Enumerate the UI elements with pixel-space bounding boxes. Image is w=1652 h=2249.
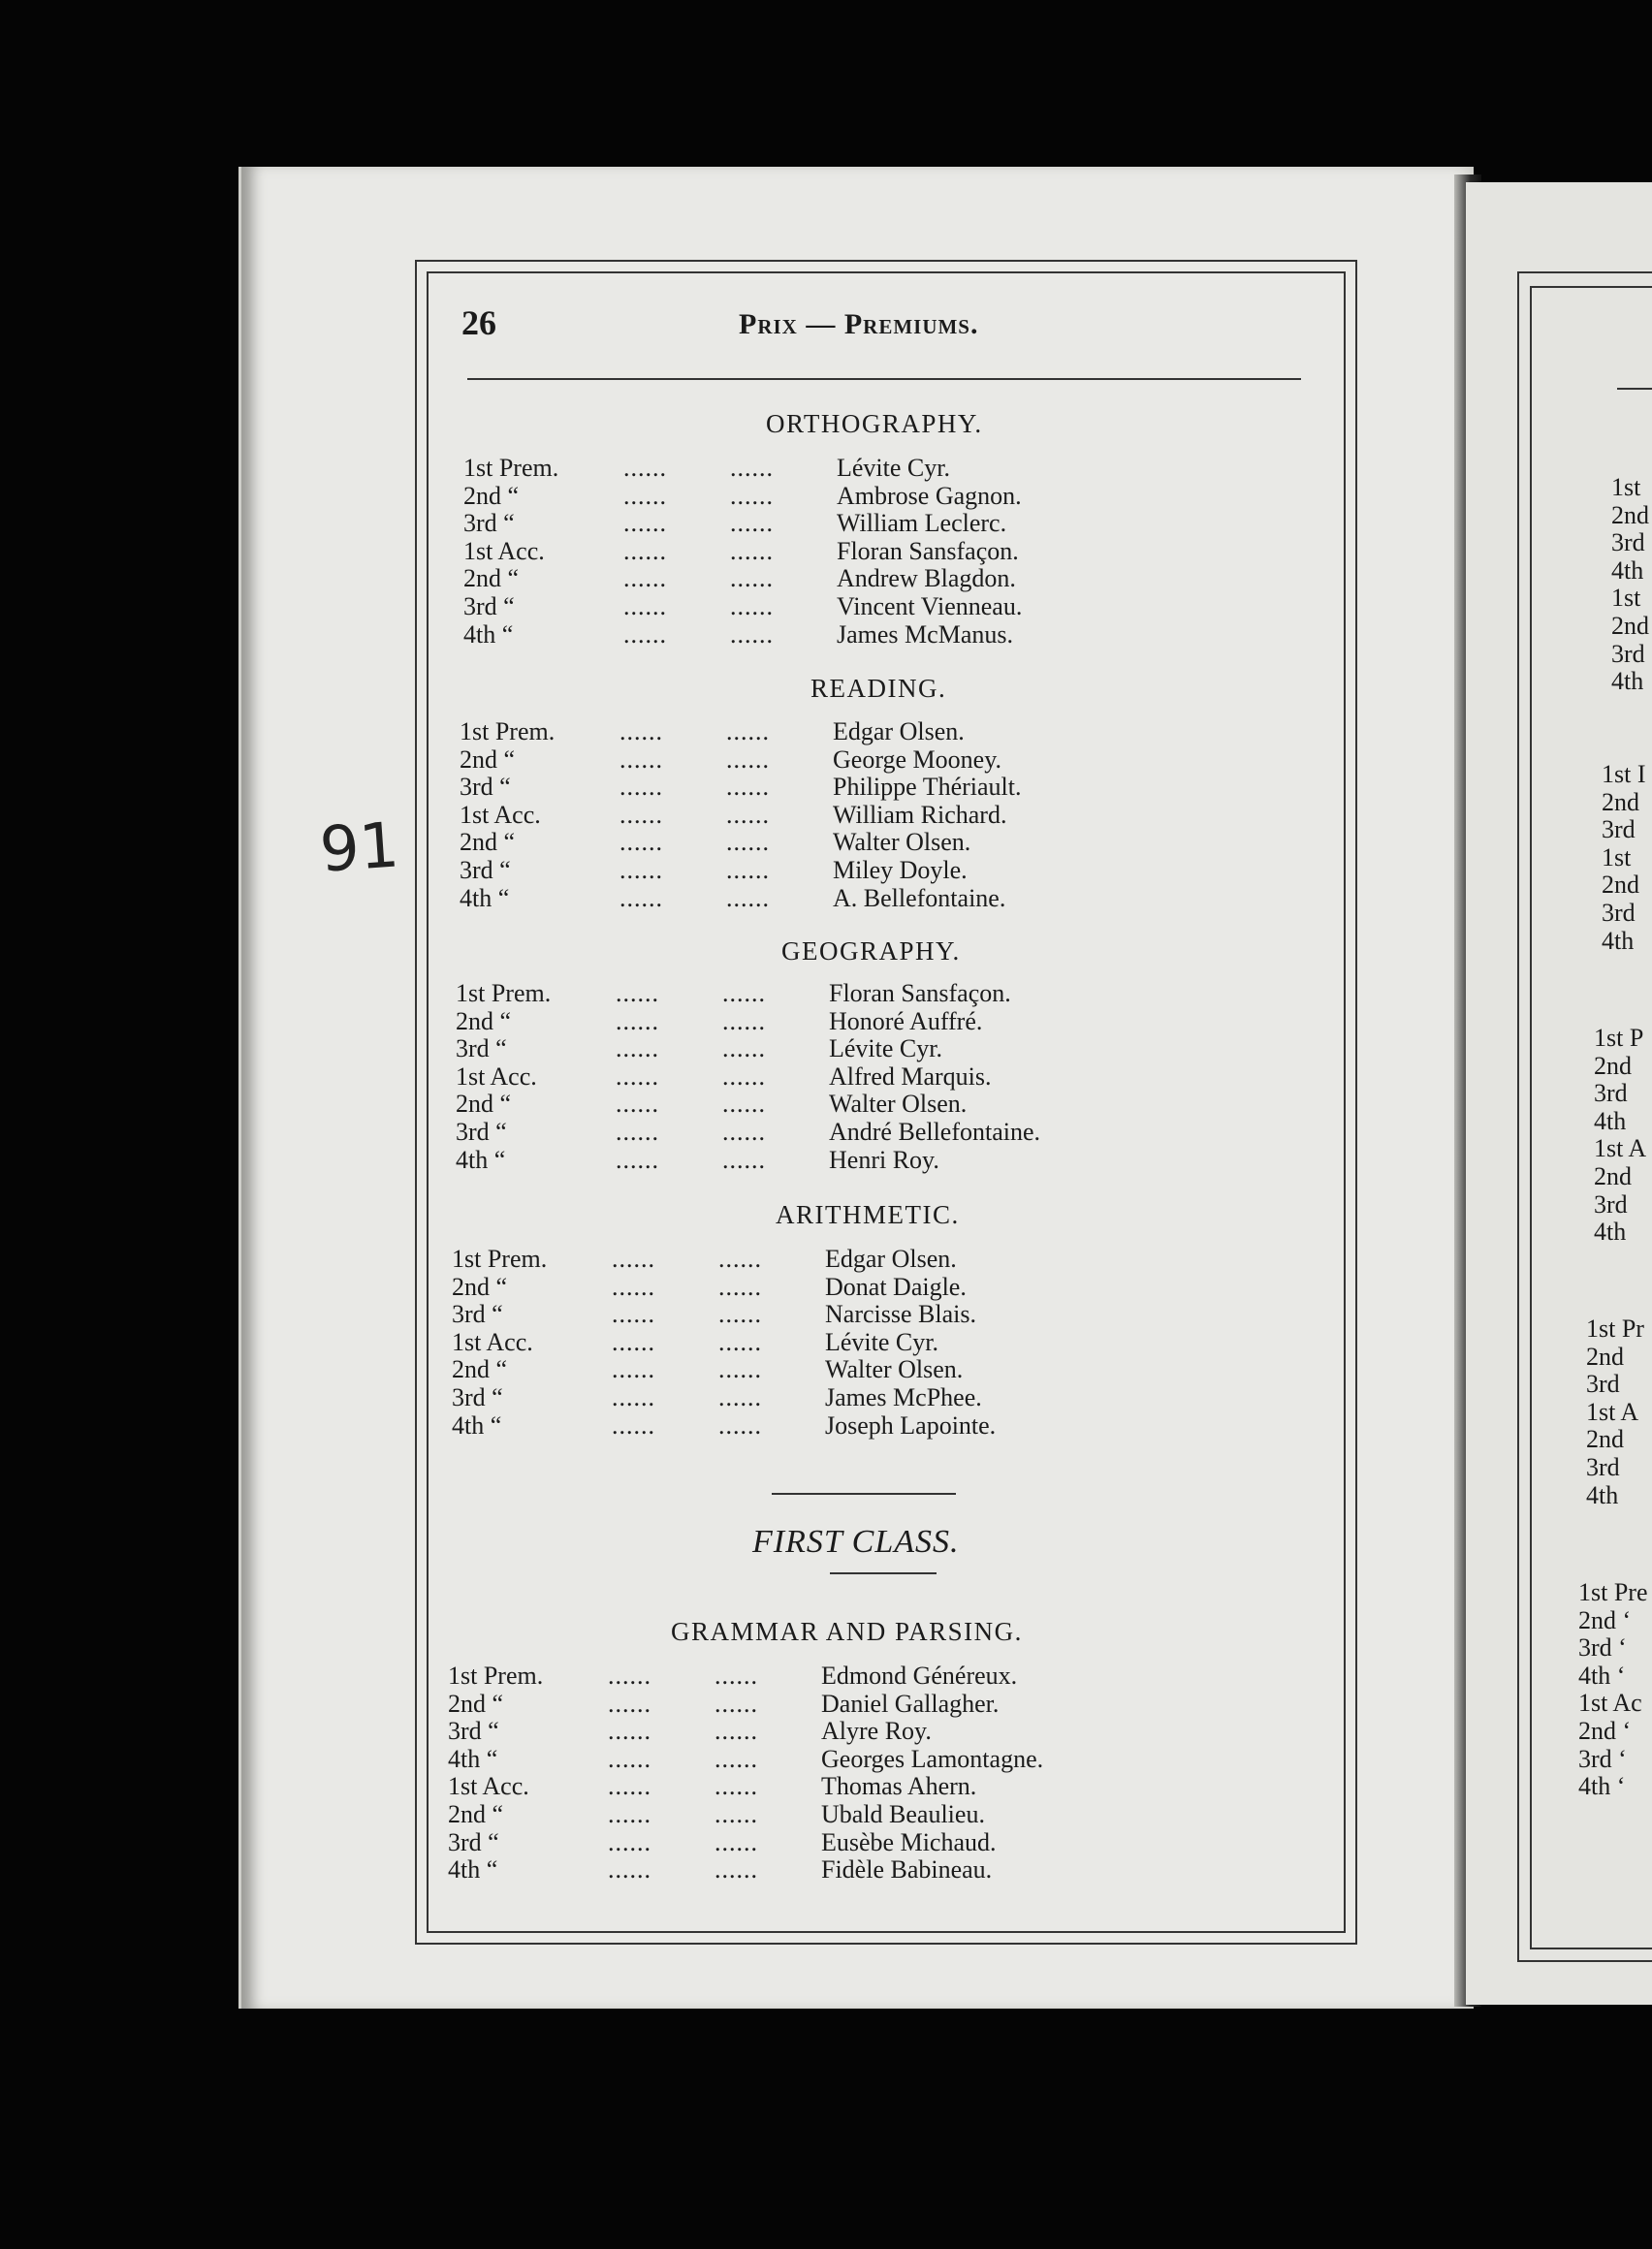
leader-dots: ...... (608, 1662, 651, 1690)
leader-dots: ...... (612, 1300, 655, 1329)
right-page-rank-fragment: 3rd (1586, 1453, 1620, 1481)
winner-name: James McManus. (837, 619, 1013, 649)
right-page-rank-fragment: 3rd (1594, 1189, 1628, 1219)
leader-dots: ...... (715, 1744, 758, 1773)
winner-name: Henri Roy. (829, 1145, 939, 1174)
prize-rank: 4th “ (460, 883, 510, 912)
leader-dots: ...... (726, 800, 770, 829)
prize-rank: 1st Acc. (452, 1327, 533, 1356)
right-page-rank-fragment: 2nd (1594, 1051, 1632, 1080)
prize-rank: 3rd “ (448, 1827, 499, 1856)
winner-name: Lévite Cyr. (837, 454, 950, 482)
winner-name: Philippe Thériault. (833, 773, 1022, 802)
winner-name: Walter Olsen. (825, 1355, 964, 1384)
prize-rank: 1st Acc. (460, 800, 541, 829)
winner-name: Ambrose Gagnon. (837, 481, 1022, 510)
leader-dots: ...... (620, 883, 663, 912)
winner-name: Vincent Vienneau. (837, 592, 1023, 620)
right-page-rank-fragment: 3rd (1602, 815, 1636, 844)
prize-rank: 3rd “ (460, 856, 511, 884)
leader-dots: ...... (726, 717, 770, 745)
leader-dots: ...... (612, 1245, 655, 1273)
section-title-arithmetic: ARITHMETIC. (776, 1200, 960, 1229)
right-page-rank-fragment: 3rd (1594, 1079, 1628, 1108)
prize-rank: 1st Acc. (456, 1061, 537, 1091)
leader-dots: ...... (608, 1800, 651, 1828)
leader-dots: ...... (612, 1327, 655, 1356)
right-page-rank-fragment: 1st Pr (1586, 1315, 1644, 1343)
winner-name: George Mooney. (833, 744, 1002, 774)
leader-dots: ...... (715, 1662, 758, 1690)
right-page-rank-fragment: 3rd (1586, 1370, 1620, 1399)
winner-name: Thomas Ahern. (821, 1772, 977, 1801)
prize-rank: 3rd “ (463, 592, 515, 620)
right-page-rank-fragment: 2nd (1586, 1342, 1624, 1371)
right-page-rank-fragment: 1st P (1594, 1024, 1644, 1052)
leader-dots: ...... (612, 1410, 655, 1440)
winner-name: Miley Doyle. (833, 856, 968, 884)
leader-dots: ...... (726, 744, 770, 774)
prize-rank: 3rd “ (456, 1118, 507, 1146)
leader-dots: ...... (718, 1383, 762, 1411)
right-page-rank-fragment: 3rd ‘ (1578, 1633, 1627, 1663)
prize-rank: 4th “ (448, 1855, 498, 1885)
right-page-rank-fragment: 2nd (1611, 612, 1649, 640)
leader-dots: ...... (715, 1827, 758, 1856)
leader-dots: ...... (718, 1327, 762, 1356)
leader-dots: ...... (730, 509, 774, 538)
winner-name: Fidèle Babineau. (821, 1855, 993, 1885)
leader-dots: ...... (718, 1245, 762, 1273)
leader-dots: ...... (726, 856, 770, 884)
leader-dots: ...... (715, 1772, 758, 1801)
leader-dots: ...... (726, 883, 770, 912)
leader-dots: ...... (623, 481, 667, 510)
right-page-rank-fragment: 2nd (1602, 787, 1639, 816)
section-divider-rule (772, 1493, 956, 1495)
right-page-rank-fragment: 2nd (1594, 1162, 1632, 1190)
leader-dots: ...... (715, 1717, 758, 1746)
leader-dots: ...... (730, 454, 774, 482)
winner-name: A. Bellefontaine. (833, 883, 1006, 912)
leader-dots: ...... (620, 717, 663, 745)
section-title-grammar-parsing: GRAMMAR AND PARSING. (671, 1617, 1023, 1646)
leader-dots: ...... (612, 1355, 655, 1384)
leader-dots: ...... (623, 592, 667, 620)
prize-rank: 2nd “ (456, 1006, 512, 1035)
right-page-rank-fragment: 4th (1594, 1218, 1627, 1247)
winner-name: Eusèbe Michaud. (821, 1827, 997, 1856)
leader-dots: ...... (620, 800, 663, 829)
leader-dots: ...... (608, 1827, 651, 1856)
right-page-rank-fragment: 4th (1611, 667, 1644, 696)
leader-dots: ...... (616, 979, 659, 1007)
prize-rank: 1st Acc. (463, 536, 545, 565)
right-page-rank-fragment: 2nd (1611, 500, 1649, 529)
right-page-rank-fragment: 4th ‘ (1578, 1772, 1626, 1801)
prize-rank: 1st Acc. (448, 1772, 529, 1801)
leader-dots: ...... (722, 1145, 766, 1174)
winner-name: Floran Sansfaçon. (829, 979, 1011, 1007)
winner-name: Joseph Lapointe. (825, 1410, 997, 1440)
winner-name: Edmond Généreux. (821, 1662, 1018, 1690)
right-page-rank-fragment: 2nd ‘ (1578, 1717, 1632, 1745)
right-page-rank-fragment: 4th (1586, 1480, 1619, 1509)
leader-dots: ...... (715, 1689, 758, 1718)
leader-dots: ...... (730, 619, 774, 649)
right-page-rank-fragment: 3rd (1611, 528, 1645, 557)
right-page-rank-fragment: 1st A (1586, 1397, 1639, 1426)
leader-dots: ...... (623, 536, 667, 565)
header-rule (467, 378, 1301, 380)
prize-rank: 1st Prem. (452, 1245, 548, 1273)
class-title-underline (830, 1572, 937, 1574)
leader-dots: ...... (730, 564, 774, 593)
leader-dots: ...... (616, 1090, 659, 1119)
right-page-rank-fragment: 3rd (1602, 899, 1636, 927)
leader-dots: ...... (722, 1006, 766, 1035)
winner-name: Alfred Marquis. (829, 1061, 992, 1091)
right-page-rank-fragment: 3rd (1611, 639, 1645, 668)
winner-name: Lévite Cyr. (825, 1327, 938, 1356)
leader-dots: ...... (730, 592, 774, 620)
winner-name: Georges Lamontagne. (821, 1744, 1044, 1773)
prize-rank: 3rd “ (460, 773, 511, 802)
prize-rank: 3rd “ (463, 509, 515, 538)
prize-rank: 2nd “ (463, 564, 520, 593)
right-page-header-rule (1617, 388, 1652, 390)
right-page-rank-fragment: 4th (1594, 1106, 1627, 1135)
leader-dots: ...... (620, 828, 663, 857)
leader-dots: ...... (612, 1383, 655, 1411)
winner-name: James McPhee. (825, 1383, 982, 1411)
prize-rank: 2nd “ (452, 1355, 508, 1384)
leader-dots: ...... (616, 1006, 659, 1035)
winner-name: Ubald Beaulieu. (821, 1800, 985, 1828)
winner-name: Narcisse Blais. (825, 1300, 976, 1329)
right-page-rank-fragment: 1st I (1602, 760, 1646, 788)
right-page-rank-fragment: 4th ‘ (1578, 1661, 1626, 1690)
leader-dots: ...... (718, 1410, 762, 1440)
winner-name: Floran Sansfaçon. (837, 536, 1019, 565)
leader-dots: ...... (620, 773, 663, 802)
prize-rank: 3rd “ (448, 1717, 499, 1746)
leader-dots: ...... (715, 1800, 758, 1828)
right-page-rank-fragment: 4th (1611, 555, 1644, 585)
leader-dots: ...... (608, 1689, 651, 1718)
leader-dots: ...... (715, 1855, 758, 1885)
right-page-rank-fragment: 2nd (1602, 871, 1639, 900)
right-page-rank-fragment: 1st Pre (1578, 1578, 1648, 1606)
prize-rank: 1st Prem. (463, 454, 559, 482)
leader-dots: ...... (722, 1118, 766, 1146)
winner-name: Daniel Gallagher. (821, 1689, 1000, 1718)
leader-dots: ...... (718, 1300, 762, 1329)
prize-rank: 4th “ (463, 619, 514, 649)
leader-dots: ...... (623, 564, 667, 593)
right-page-rank-fragment: 3rd ‘ (1578, 1744, 1627, 1773)
leader-dots: ...... (722, 1034, 766, 1063)
right-page-rank-fragment: 1st (1611, 584, 1641, 613)
leader-dots: ...... (620, 744, 663, 774)
prize-rank: 3rd “ (452, 1300, 503, 1329)
leader-dots: ...... (730, 536, 774, 565)
leader-dots: ...... (616, 1061, 659, 1091)
right-page-rank-fragment: 1st (1611, 473, 1641, 501)
prize-rank: 2nd “ (448, 1800, 504, 1828)
prize-rank: 2nd “ (448, 1689, 504, 1718)
right-page-rank-fragment: 2nd (1586, 1425, 1624, 1454)
leader-dots: ...... (718, 1355, 762, 1384)
leader-dots: ...... (623, 454, 667, 482)
winner-name: Walter Olsen. (833, 828, 971, 857)
winner-name: André Bellefontaine. (829, 1118, 1041, 1146)
leader-dots: ...... (730, 481, 774, 510)
leader-dots: ...... (722, 979, 766, 1007)
prize-rank: 2nd “ (460, 828, 516, 857)
prize-rank: 4th “ (448, 1744, 498, 1773)
section-title-orthography: ORTHOGRAPHY. (766, 409, 983, 438)
right-page-rank-fragment: 1st A (1594, 1134, 1647, 1163)
prize-rank: 2nd “ (463, 481, 520, 510)
leader-dots: ...... (623, 509, 667, 538)
prize-rank: 1st Prem. (448, 1662, 544, 1690)
winner-name: Lévite Cyr. (829, 1034, 942, 1063)
class-title-first-class: FIRST CLASS. (752, 1524, 960, 1560)
leader-dots: ...... (608, 1744, 651, 1773)
winner-name: Alyre Roy. (821, 1717, 932, 1746)
prize-rank: 3rd “ (452, 1383, 503, 1411)
right-page-rank-fragment: 1st Ac (1578, 1689, 1642, 1718)
leader-dots: ...... (623, 619, 667, 649)
winner-name: William Richard. (833, 800, 1007, 829)
winner-name: Edgar Olsen. (833, 717, 965, 745)
leader-dots: ...... (726, 828, 770, 857)
winner-name: Donat Daigle. (825, 1272, 967, 1301)
leader-dots: ...... (726, 773, 770, 802)
winner-name: Walter Olsen. (829, 1090, 968, 1119)
prize-rank: 1st Prem. (460, 717, 556, 745)
winner-name: Honoré Auffré. (829, 1006, 983, 1035)
right-page-rank-fragment: 4th (1602, 926, 1635, 955)
leader-dots: ...... (722, 1090, 766, 1119)
winner-name: William Leclerc. (837, 509, 1007, 538)
prize-rank: 2nd “ (460, 744, 516, 774)
leader-dots: ...... (616, 1118, 659, 1146)
running-head: Prix — Premiums. (739, 308, 979, 340)
leader-dots: ...... (616, 1034, 659, 1063)
page-number: 26 (461, 303, 496, 342)
section-title-geography: GEOGRAPHY. (781, 936, 961, 966)
handwritten-margin-note: 91 (317, 809, 401, 887)
leader-dots: ...... (608, 1717, 651, 1746)
section-title-reading: READING. (810, 674, 947, 703)
prize-rank: 2nd “ (456, 1090, 512, 1119)
leader-dots: ...... (608, 1855, 651, 1885)
leader-dots: ...... (616, 1145, 659, 1174)
prize-rank: 1st Prem. (456, 979, 552, 1007)
prize-rank: 4th “ (456, 1145, 506, 1174)
leader-dots: ...... (608, 1772, 651, 1801)
winner-name: Andrew Blagdon. (837, 564, 1016, 593)
prize-rank: 4th “ (452, 1410, 502, 1440)
leader-dots: ...... (718, 1272, 762, 1301)
leader-dots: ...... (612, 1272, 655, 1301)
prize-rank: 2nd “ (452, 1272, 508, 1301)
leader-dots: ...... (620, 856, 663, 884)
prize-rank: 3rd “ (456, 1034, 507, 1063)
leader-dots: ...... (722, 1061, 766, 1091)
winner-name: Edgar Olsen. (825, 1245, 957, 1273)
right-page-rank-fragment: 1st (1602, 842, 1632, 871)
right-page-rank-fragment: 2nd ‘ (1578, 1605, 1632, 1634)
